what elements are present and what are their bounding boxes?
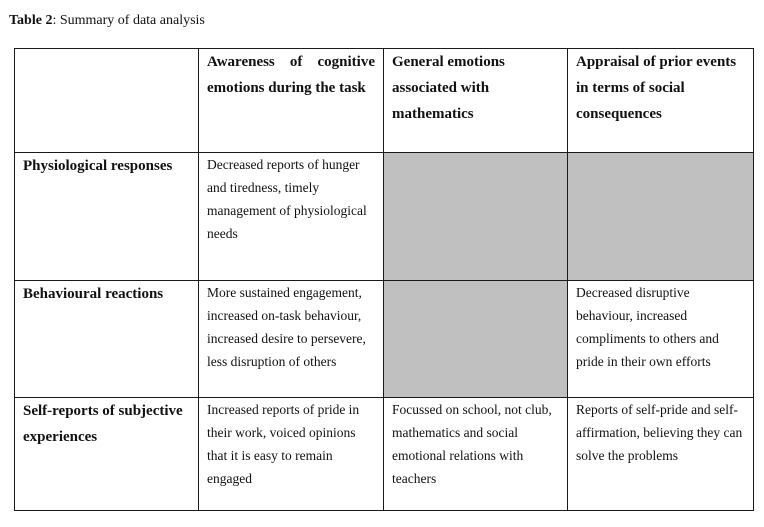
table-row-behavioural <box>15 281 754 398</box>
header-corner-cell <box>15 49 199 153</box>
column-header-awareness: Awareness of cognitive emotions during the task <box>199 49 384 153</box>
table-row-physiological <box>15 153 754 281</box>
column-header-general-emotions: General emotions associated with mathematics <box>384 49 568 153</box>
summary-table <box>14 48 754 511</box>
column-header-appraisal: Appraisal of prior events in terms of social consequences <box>568 49 754 153</box>
table-row-self-reports <box>15 398 754 511</box>
table-caption-label: Table 2 <box>9 13 53 28</box>
table-cell: Decreased reports of hunger and tiredness, timely management of physiological needs <box>199 153 384 281</box>
table-cell: More sustained engagement, increased on-task behaviour, increased desire to persevere, less disruption of others <box>199 281 384 398</box>
shaded-empty-cell <box>568 153 754 281</box>
row-header-behavioural: Behavioural reactions <box>15 281 199 398</box>
row-header-self-reports: Self-reports of subjective experiences <box>15 398 199 511</box>
table-caption-text: : Summary of data analysis <box>52 13 205 28</box>
table-cell: Focussed on school, not club, mathematics and social emotional relations with teachers <box>384 398 568 511</box>
shaded-empty-cell <box>384 281 568 398</box>
shaded-empty-cell <box>384 153 568 281</box>
table-caption <box>9 12 205 30</box>
row-header-physiological: Physiological responses <box>15 153 199 281</box>
table-header-row <box>15 49 754 153</box>
table-cell: Increased reports of pride in their work, voiced opinions that it is easy to remain engaged <box>199 398 384 511</box>
table-cell: Reports of self-pride and self-affirmation, believing they can solve the problems <box>568 398 754 511</box>
table-cell: Decreased disruptive behaviour, increased compliments to others and pride in their own efforts <box>568 281 754 398</box>
